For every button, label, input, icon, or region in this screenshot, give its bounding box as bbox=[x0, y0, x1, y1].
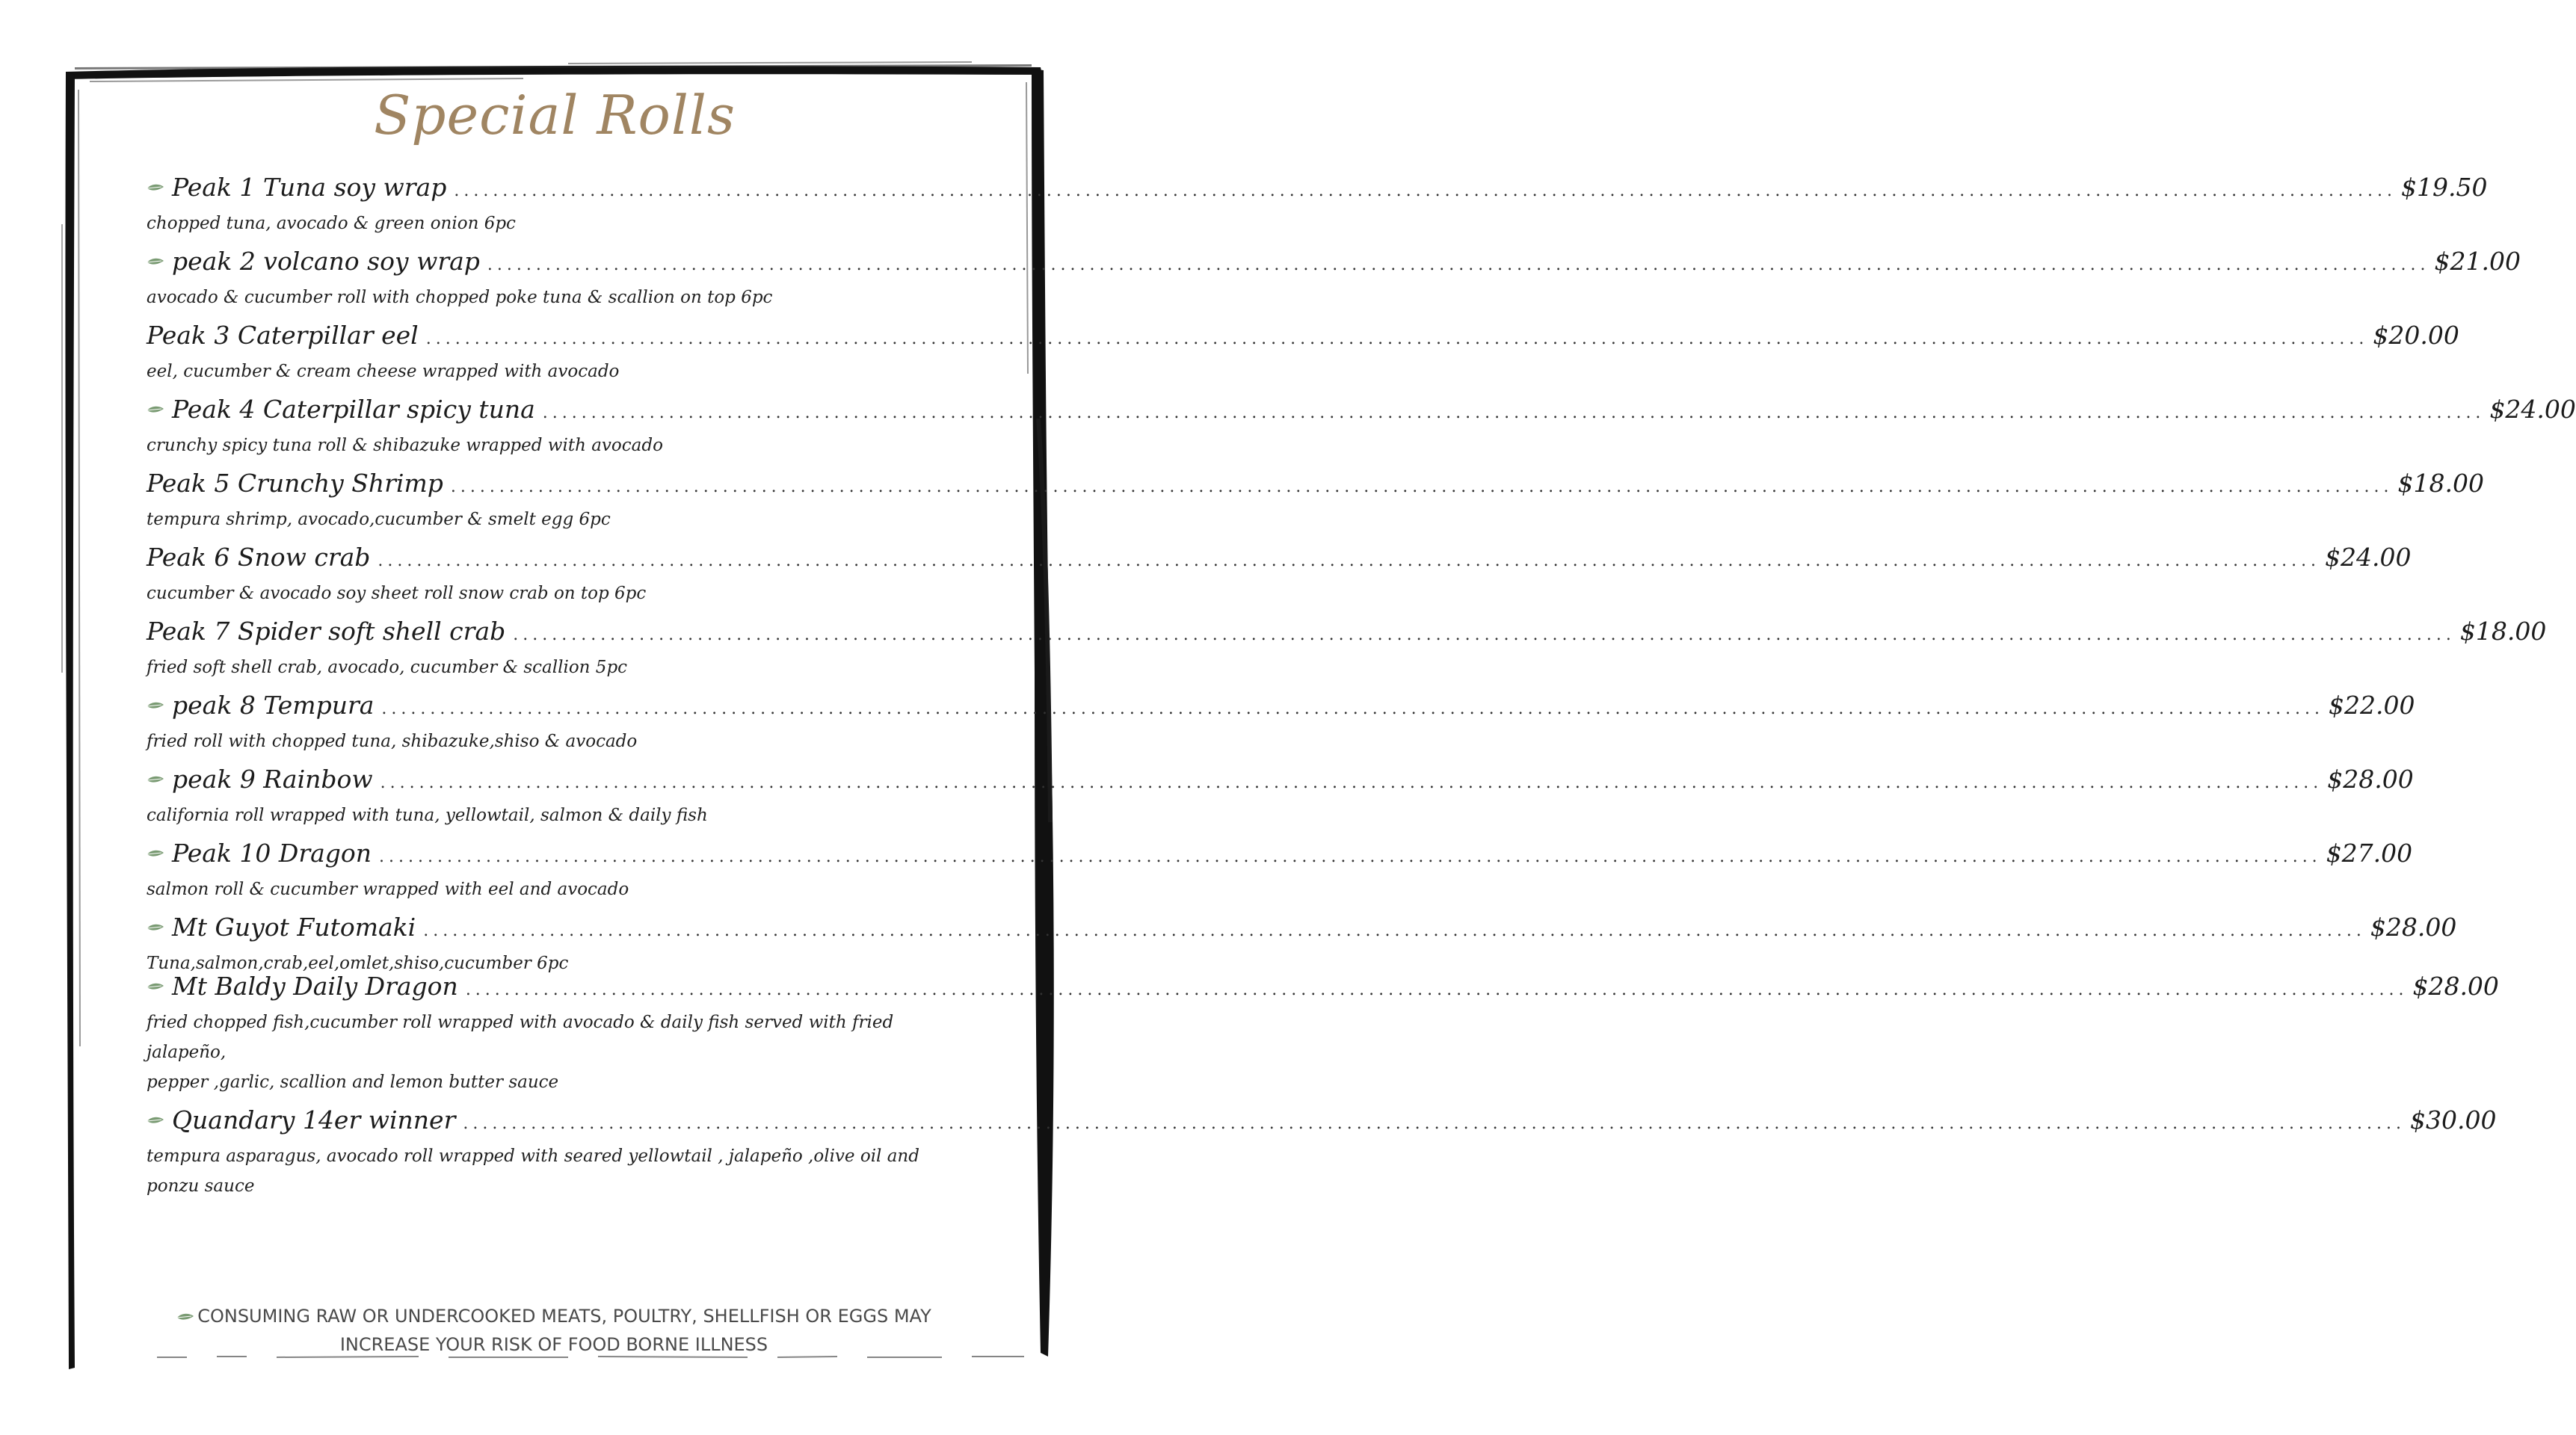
menu-item-description: fried roll with chopped tuna, shibazuke,shiso & avocado bbox=[147, 732, 638, 751]
leaf-icon bbox=[147, 775, 172, 786]
dot-leader: ........................................................................................................................................................................................................ bbox=[463, 1114, 2406, 1133]
leaf-icon bbox=[147, 183, 172, 194]
menu-item-description: salmon roll & cucumber wrapped with eel and avocado bbox=[147, 880, 629, 899]
menu-item bbox=[147, 1103, 2497, 1201]
menu-item-name: Peak 4 Caterpillar spicy tuna bbox=[172, 395, 535, 424]
dot-leader: ........................................................................................................................................................................................................ bbox=[380, 774, 2323, 792]
menu-item bbox=[147, 614, 2547, 682]
warning-line-2: INCREASE YOUR RISK OF FOOD BORNE ILLNESS bbox=[339, 1334, 768, 1355]
dot-leader: ........................................................................................................................................................................................................ bbox=[450, 478, 2394, 496]
menu-item-description: california roll wrapped with tuna, yellowtail, salmon & daily fish bbox=[147, 806, 708, 825]
menu-item bbox=[147, 688, 2415, 756]
menu-item bbox=[147, 910, 2457, 978]
menu-item-line bbox=[147, 762, 2414, 800]
menu-item-line bbox=[147, 688, 2415, 726]
menu-item bbox=[147, 318, 2459, 386]
leaf-icon bbox=[147, 849, 172, 860]
menu-item-price: $18.00 bbox=[2459, 617, 2547, 646]
dot-leader: ........................................................................................................................................................................................................ bbox=[542, 404, 2486, 422]
dot-leader: ........................................................................................................................................................................................................ bbox=[425, 330, 2369, 348]
dot-leader: ........................................................................................................................................................................................................ bbox=[513, 626, 2456, 644]
menu-item bbox=[147, 244, 2521, 312]
dot-leader: ........................................................................................................................................................................................................ bbox=[454, 182, 2397, 200]
leaf-icon bbox=[147, 257, 172, 268]
menu-item-name: Mt Guyot Futomaki bbox=[172, 913, 416, 942]
menu-item bbox=[147, 466, 2485, 534]
menu-item-name: Mt Baldy Daily Dragon bbox=[172, 972, 458, 1001]
menu-item-price: $24.00 bbox=[2489, 395, 2576, 424]
menu-item-name: Peak 6 Snow crab bbox=[147, 543, 371, 572]
menu-item-description: cucumber & avocado soy sheet roll snow crab on top 6pc bbox=[147, 584, 647, 603]
menu-item-line bbox=[147, 1103, 2497, 1141]
leaf-icon bbox=[147, 982, 172, 993]
leaf-icon bbox=[176, 1312, 197, 1323]
menu-item-description: crunchy spicy tuna roll & shibazuke wrapped with avocado bbox=[147, 436, 663, 455]
menu-item-description: fried chopped fish,cucumber roll wrapped with avocado & daily fish served with fried jalapeño, bbox=[147, 1013, 894, 1062]
menu-item-line bbox=[147, 392, 2576, 430]
menu-item bbox=[147, 969, 2499, 1097]
menu-item-description: eel, cucumber & cream cheese wrapped with avocado bbox=[147, 362, 620, 381]
menu-item-description: Tuna,salmon,crab,eel,omlet,shiso,cucumber 6pc bbox=[147, 954, 569, 973]
menu-item-name: Peak 5 Crunchy Shrimp bbox=[147, 469, 443, 498]
warning-text-1: CONSUMING RAW OR UNDERCOOKED MEATS, POULTRY, SHELLFISH OR EGGS MAY bbox=[197, 1306, 931, 1327]
menu-item-line bbox=[147, 910, 2457, 948]
leaf-icon bbox=[147, 1116, 172, 1126]
leaf-icon bbox=[147, 701, 172, 712]
menu-item-line bbox=[147, 170, 2488, 209]
menu-item-name: Peak 10 Dragon bbox=[172, 839, 372, 868]
menu-item-price: $21.00 bbox=[2434, 247, 2521, 276]
menu-item-price: $28.00 bbox=[2412, 972, 2499, 1001]
leaf-icon bbox=[147, 405, 172, 416]
menu-item-price: $19.50 bbox=[2400, 173, 2488, 202]
menu-item-price: $20.00 bbox=[2373, 321, 2459, 350]
menu-item-name: Peak 1 Tuna soy wrap bbox=[172, 173, 447, 202]
raw-food-warning bbox=[147, 1302, 961, 1359]
menu-item-price: $24.00 bbox=[2325, 543, 2412, 572]
menu-item-price: $28.00 bbox=[2370, 913, 2457, 942]
menu-item-price: $28.00 bbox=[2327, 765, 2414, 794]
dot-leader: ........................................................................................................................................................................................................ bbox=[379, 848, 2322, 866]
menu-item-line bbox=[147, 836, 2413, 874]
menu-item-line bbox=[147, 318, 2459, 357]
menu-item bbox=[147, 762, 2414, 830]
menu-item-description: avocado & cucumber roll with chopped poke tuna & scallion on top 6pc bbox=[147, 288, 773, 307]
menu-item-line bbox=[147, 540, 2412, 578]
leaf-icon bbox=[147, 923, 172, 933]
menu-item-name: peak 8 Tempura bbox=[172, 691, 375, 720]
menu-item-description: ponzu sauce bbox=[147, 1176, 255, 1196]
menu-item-name: Peak 7 Spider soft shell crab bbox=[147, 617, 506, 646]
menu-item-price: $18.00 bbox=[2397, 469, 2485, 498]
menu-item-description: chopped tuna, avocado & green onion 6pc bbox=[147, 214, 516, 233]
menu-item-name: Peak 3 Caterpillar eel bbox=[147, 321, 419, 350]
menu-list bbox=[147, 170, 2576, 1201]
menu-item-price: $27.00 bbox=[2326, 839, 2413, 868]
menu-item-line bbox=[147, 614, 2547, 652]
menu-item-description: fried soft shell crab, avocado, cucumber & scallion 5pc bbox=[147, 658, 628, 677]
dot-leader: ........................................................................................................................................................................................................ bbox=[487, 256, 2430, 274]
menu-item bbox=[147, 392, 2576, 460]
menu-item-line bbox=[147, 969, 2499, 1007]
dot-leader: ........................................................................................................................................................................................................ bbox=[465, 981, 2409, 999]
menu-item-line bbox=[147, 244, 2521, 283]
menu-item bbox=[147, 836, 2413, 904]
menu-item-name: peak 2 volcano soy wrap bbox=[172, 247, 480, 276]
warning-line-1 bbox=[147, 1302, 961, 1330]
menu-item-price: $30.00 bbox=[2409, 1105, 2497, 1135]
menu-item-description: pepper ,garlic, scallion and lemon butter sauce bbox=[147, 1073, 559, 1092]
page-title: Special Rolls bbox=[374, 84, 736, 146]
menu-item bbox=[147, 170, 2488, 238]
menu-item-name: peak 9 Rainbow bbox=[172, 765, 373, 794]
menu-item-name: Quandary 14er winner bbox=[172, 1105, 456, 1135]
dot-leader: ........................................................................................................................................................................................................ bbox=[378, 552, 2321, 570]
menu-item bbox=[147, 540, 2412, 608]
menu-item-description: tempura asparagus, avocado roll wrapped with seared yellowtail , jalapeño ,olive oil and bbox=[147, 1147, 919, 1166]
menu-item-description: tempura shrimp, avocado,cucumber & smelt egg 6pc bbox=[147, 510, 611, 529]
dot-leader: ........................................................................................................................................................................................................ bbox=[423, 922, 2366, 940]
menu-item-line bbox=[147, 466, 2485, 504]
menu-item-price: $22.00 bbox=[2329, 691, 2415, 720]
dot-leader: ........................................................................................................................................................................................................ bbox=[381, 700, 2325, 718]
